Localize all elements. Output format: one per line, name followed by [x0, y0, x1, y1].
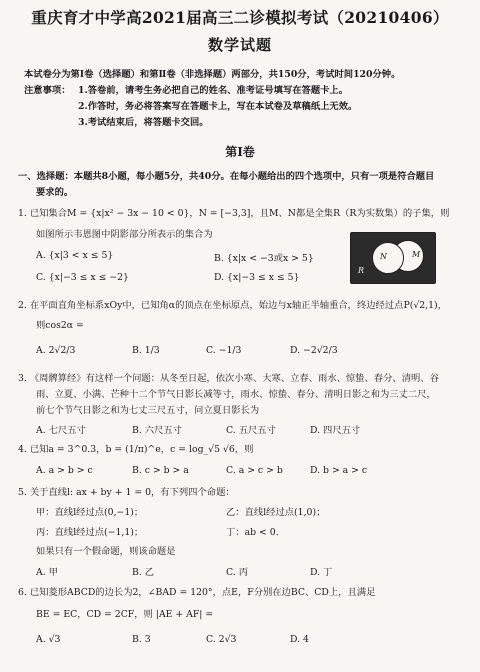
q2-stem: 2. 在平面直角坐标系xOy中，已知角α的顶点在坐标原点，始边与x轴正半轴重合，终边经过点P(√2,1)， — [18, 300, 447, 311]
notes-label: 注意事项： — [24, 85, 71, 96]
venn-label-m: M — [412, 250, 421, 259]
q6-option-a: A. √3 — [36, 634, 61, 645]
q6-option-b: B. 3 — [132, 634, 151, 645]
q1-option-d: D. {x|−3 ≤ x ≤ 5} — [214, 272, 300, 283]
q6-option-d: D. 4 — [290, 634, 309, 645]
q1-stem: 1. 已知集合M = {x|x² − 3x − 10 < 0}，N = [−3,3]，且M、N都是全集R（R为实数集）的子集，则 — [18, 208, 450, 219]
q3-stem: 3. 《周髀算经》有这样一个问题：从冬至日起，依次小寒、大寒、立春、雨水、惊蛰、春分、清明、谷 — [18, 373, 439, 384]
q2-stem-cont: 则cos2α = — [36, 320, 84, 331]
q3-option-b: B. 六尺五寸 — [132, 425, 182, 436]
q6-option-c: C. 2√3 — [206, 634, 237, 645]
q6-stem-cont: BE = EC，CD = 2CF，则 |AE + AF| = — [36, 609, 214, 620]
q5-statement-ding: 丁：ab < 0． — [226, 527, 285, 538]
q3-option-d: D. 四尺五寸 — [310, 425, 361, 436]
note-2: 2.作答时，务必将答案写在答题卡上，写在本试卷及草稿纸上无效。 — [78, 101, 358, 112]
q3-option-a: A. 七尺五寸 — [36, 425, 86, 436]
q5-option-b: B. 乙 — [132, 567, 155, 578]
q1-stem-cont: 如图所示韦恩图中阴影部分所表示的集合为 — [36, 229, 213, 240]
q1-option-a: A. {x|3 < x ≤ 5} — [36, 250, 114, 261]
q2-option-c: C. −1/3 — [206, 345, 242, 356]
q4-stem: 4. 已知a = 3^0.3，b = (1/π)^e，c = log_√5 √6，则 — [18, 444, 254, 455]
note-3: 3.考试结束后，将答题卡交回。 — [78, 117, 209, 128]
q2-option-a: A. 2√2/3 — [36, 345, 76, 356]
q3-stem-cont-1: 雨、立夏、小满、芒种十二个节气日影长减等寸，雨水、惊蛰、春分、清明日影之和为三丈二尺， — [36, 389, 436, 400]
q5-statement-jia: 甲：直线l经过点(0,−1)； — [36, 507, 144, 518]
venn-label-r: R — [358, 266, 365, 275]
q5-option-d: D. 丁 — [310, 567, 333, 578]
q4-option-c: C. a > c > b — [226, 465, 283, 476]
q5-option-a: A. 甲 — [36, 567, 58, 578]
q3-stem-cont-2: 前七个节气日影之和为七丈三尺五寸，问立夏日影长为 — [36, 405, 260, 416]
q6-stem: 6. 已知菱形ABCD的边长为2，∠BAD = 120°，点E，F分别在边BC、CD上，且满足 — [18, 587, 376, 598]
q5-stem: 5. 关于直线l: ax + by + 1 = 0，有下列四个命题： — [18, 487, 235, 498]
q5-stem-cont: 如果只有一个假命题，则该命题是 — [36, 546, 176, 557]
q4-option-b: B. c > b > a — [132, 465, 189, 476]
q5-statement-yi: 乙：直线l经过点(1,0)； — [226, 507, 326, 518]
section-title: 第Ⅰ卷 — [225, 145, 255, 159]
q2-option-b: B. 1/3 — [132, 345, 160, 356]
intro-text: 本试卷分为第Ⅰ卷（选择题）和第Ⅱ卷（非选择题）两部分，共150分，考试时间120分钟。 — [24, 69, 401, 80]
exam-subject: 数学试题 — [207, 36, 272, 54]
section-instruction: 一、选择题：本题共8小题，每小题5分，共40分。在每小题给出的四个选项中，只有一项是符合题目 — [18, 171, 435, 182]
q3-option-c: C. 五尺五寸 — [226, 425, 276, 436]
venn-label-n: N — [380, 252, 387, 261]
q4-option-a: A. a > b > c — [36, 465, 93, 476]
note-1: 1.答卷前，请考生务必把自己的姓名、准考证号填写在答题卡上。 — [78, 85, 349, 96]
venn-diagram — [350, 232, 436, 284]
q1-option-b: B. {x|x < −3或x > 5} — [214, 253, 314, 264]
q1-option-c: C. {x|−3 ≤ x ≤ −2} — [36, 272, 129, 283]
venn-set-n — [372, 242, 404, 274]
q2-option-d: D. −2√2/3 — [290, 345, 338, 356]
q4-option-d: D. b > a > c — [310, 465, 368, 476]
q5-statement-bing: 丙：直线l经过点(−1,1)； — [36, 527, 144, 538]
exam-title: 重庆育才中学高2021届高三二诊模拟考试（20210406） — [31, 8, 449, 27]
q5-option-c: C. 丙 — [226, 567, 248, 578]
section-instruction-cont: 要求的。 — [36, 187, 74, 198]
